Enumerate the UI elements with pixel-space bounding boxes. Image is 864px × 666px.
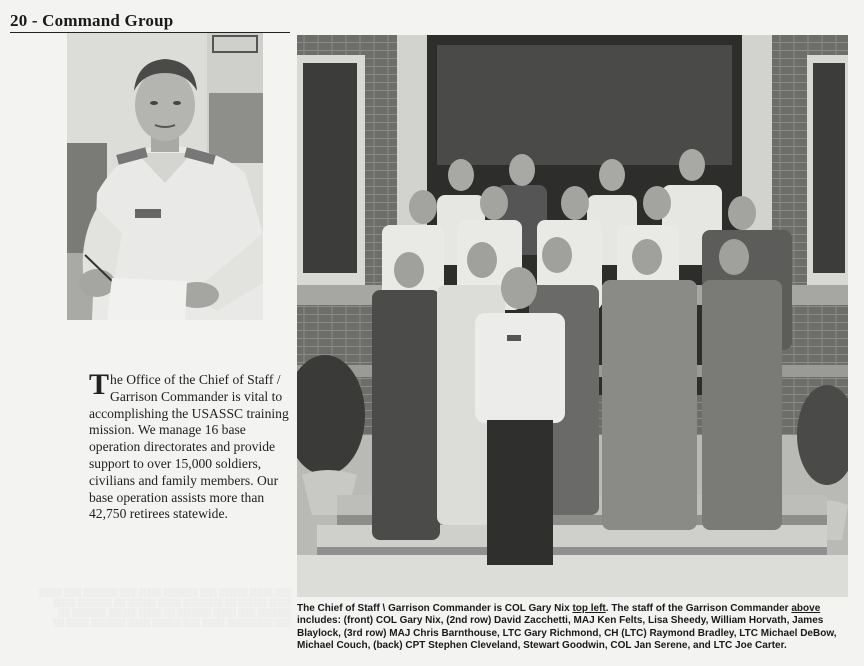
- caption-link-above: above: [791, 603, 821, 614]
- caption-part3: includes: (front) COL Gary Nix, (2nd row) David Zacchetti, MAJ Ken Felts, Lisa Sheedy, William Horvath, James Blaylock, (3rd row) MAJ Chris Barnthouse, LTC Gary Richmond, CH (LTC) Raymond Bradley, LTC Michael DeBow, Michael Couch, (back) CPT Stephen Cleveland, Stewart Goodwin, COL Jan Serene, and LTC Joe Carter.: [297, 615, 837, 652]
- group-photo: [297, 35, 848, 597]
- intro-paragraph: [89, 368, 289, 523]
- drop-cap: T: [89, 368, 110, 401]
- page-header: 20 - Command Group: [10, 11, 174, 30]
- portrait-photo: [67, 33, 263, 320]
- photo-caption: [297, 603, 850, 653]
- caption-part2: . The staff of the Garrison Commander: [605, 603, 792, 614]
- intro-text: he Office of the Chief of Staff / Garrison Commander is vital to accomplishing the USASSC training mission. We manage 16 base operation directorates and provide support to over 15,000 soldiers, civilians and family members. Our base operation assists more than 42,750 retirees statewide.: [89, 372, 289, 522]
- caption-link-top-left: top left: [572, 603, 606, 614]
- caption-part1: The Chief of Staff \ Garrison Commander is COL Gary Nix: [297, 603, 573, 614]
- bleed-through-text: ░░░ ░░░░ ░░░░░ ░░░ ░░░░░░ ░░░░ ░░░ ░░░░░░ ░░░ ░░░░ ░░░░ ░░░░░ ░░ ░░░░░░░ ░░░░ ░░░░░ ░░ ░░░░░░ ░░░░ ░░░░░░ ░░░ ░░░░ ░░░░░░ ░░ ░░░░ ░░░░░ ░░░░░░ ░░ ░░░ ░░░░░░░░ ░░░░ ░░░ ░░░░░ ░░░░ ░░░░░░ ░░░░ ░░: [39, 588, 292, 627]
